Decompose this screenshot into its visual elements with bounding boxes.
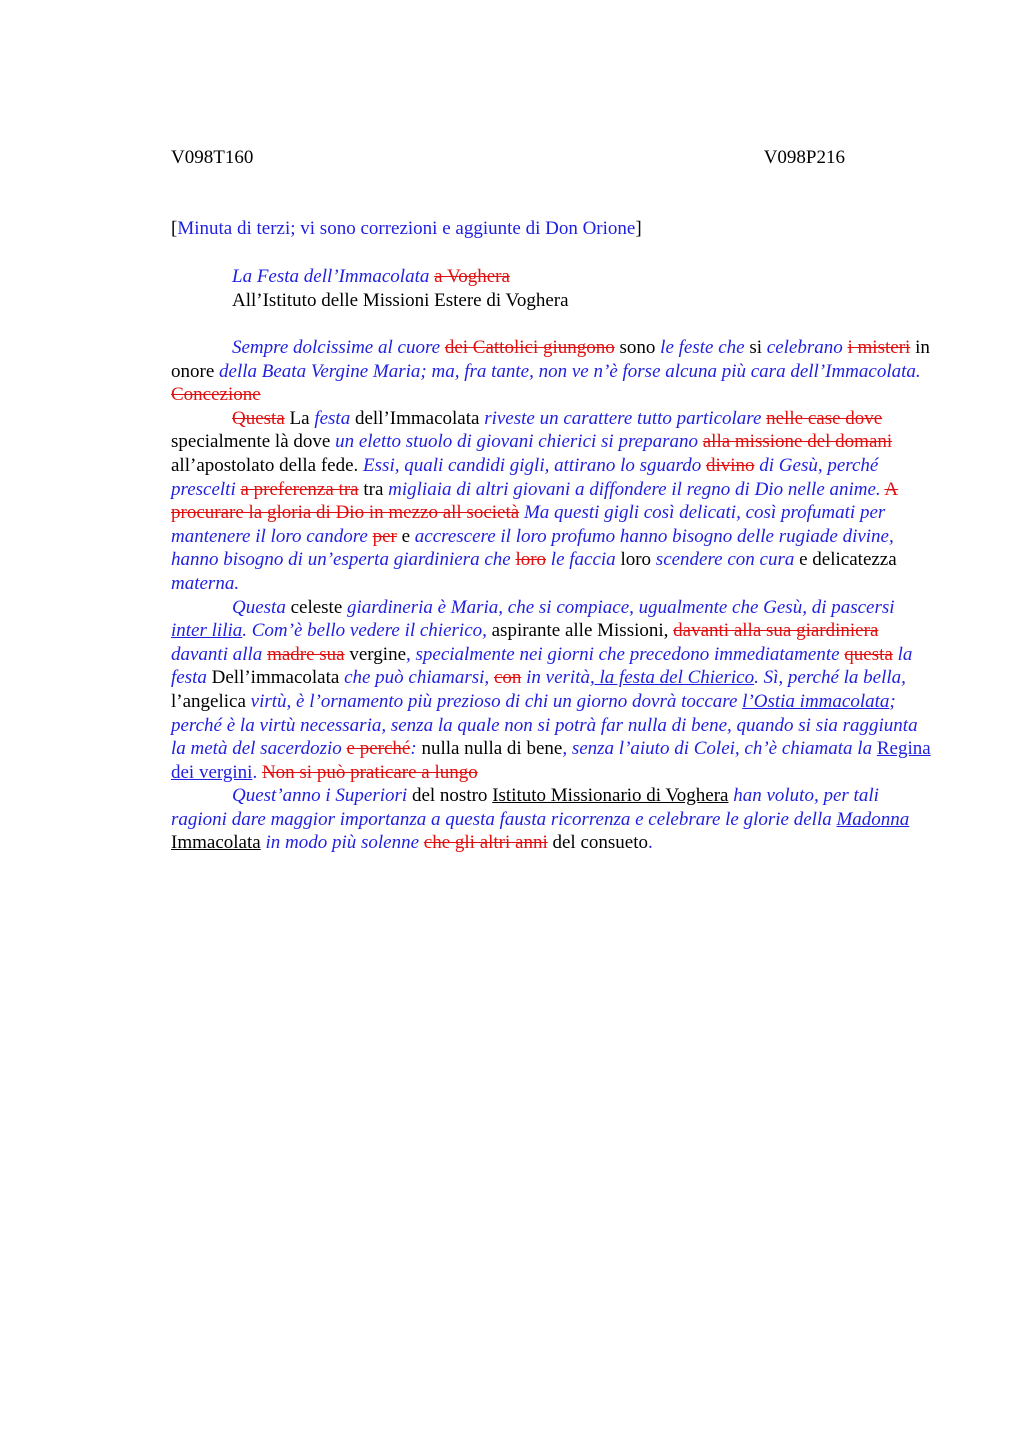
added-text: , senza l’aiuto di Colei, ch’è chiamata la [562,738,873,760]
original-text: del consueto [552,832,649,854]
deleted-text: madre sua [267,643,345,665]
paragraph-4 [171,784,931,855]
underlined-added-text: inter lilia [171,620,243,642]
deleted-text: Non si può praticare a lungo [261,761,478,783]
original-text: all’apostolato della fede. [171,454,359,476]
document-body [171,336,931,855]
original-text: l’angelica [171,690,246,712]
editorial-note [171,216,931,242]
deleted-text: davanti alla sua giardiniera [673,620,879,642]
added-text: in verità [526,667,590,689]
original-text: vergine [349,643,407,665]
original-text: e [401,525,411,547]
added-text: che può chiamarsi, [344,667,490,689]
added-text: di Gesù, perché prescelti [171,454,879,500]
added-text: virtù, è l’ornamento più prezioso di chi un giorno dovrà toccare [250,690,738,712]
deleted-text: e perché [346,738,411,760]
underlined-added-text: Regina dei vergini [171,738,931,783]
underlined-added-text: Madonna [836,808,910,830]
added-text: materna. [171,572,240,594]
deleted-text: A procurare la gloria di Dio in mezzo all società [171,478,899,524]
added-text: Quest’anno i Superiori [232,785,408,807]
deleted-text: divino [705,454,755,476]
added-text: Sempre dolcissime al cuore [232,337,441,358]
original-text: loro [620,549,652,571]
document-title [232,265,932,313]
paragraph-1 [171,336,931,407]
page-code-right: V098P216 [763,147,845,168]
original-text: La [289,407,310,429]
original-text: si [749,337,763,358]
note-close-bracket: ] [635,218,642,239]
paragraph-2 [171,407,931,596]
title-line-2: All’Istituto delle Missioni Estere di Voghera [232,290,569,311]
added-text: : [410,738,417,760]
added-text: han voluto, per tali ragioni dare maggior importanza a questa fausta ricorrenza e celebrare le glorie della [171,785,879,830]
added-text: ; perché è la virtù necessaria, senza la quale non si potrà far nulla di bene, quando si sia raggiunta la metà del sacerdozio [171,690,918,760]
deleted-text: con [493,667,522,689]
added-text: scendere con cura [655,549,795,571]
deleted-text: a preferenza tra [240,478,359,500]
added-text: . [648,832,653,854]
document-code-left: V098T160 [171,147,254,168]
note-text: Minuta di terzi; vi sono correzioni e aggiunte di Don Orione [177,218,636,239]
deleted-text: alla missione del domani [702,431,893,453]
added-text: . Sì, perché la bella, [754,667,906,689]
deleted-text: loro [515,549,547,571]
added-text: le feste che [660,337,745,358]
original-text: celeste [290,596,343,618]
added-text: le faccia [550,549,616,571]
title-text: La Festa dell’Immacolata [232,266,430,287]
added-text: . Com’è bello vedere il chierico, [242,620,487,642]
underlined-text: Immacolata [171,832,261,854]
added-text: accrescere il loro profumo hanno bisogno delle rugiade divine, hanno bisogno di un’esperta giardiniera che [171,525,894,571]
added-text: riveste un carattere tutto particolare [484,407,762,429]
added-text: Essi, quali candidi gigli, attirano lo sguardo [363,454,702,476]
underlined-text: Istituto Missionario di Voghera [492,785,729,807]
original-text: e delicatezza [799,549,897,571]
added-text: festa [314,407,351,429]
added-text: Questa [232,596,286,618]
added-text: un eletto stuolo di giovani chierici si preparano [335,431,698,453]
added-text: , specialmente nei giorni che precedono immediatamente [406,643,840,665]
title-line-1 [232,265,932,289]
added-text: giardineria è Maria, che si compiace, ugualmente che Gesù, di pascersi [347,596,895,618]
added-text: in modo più solenne [265,832,420,854]
deleted-text: i misteri [847,337,911,358]
title-deletion: a Voghera [434,266,510,287]
original-text: nulla nulla di bene [421,738,563,760]
original-text: del nostro [411,785,488,807]
deleted-text: Concezione [171,384,261,406]
paragraph-3 [171,596,931,785]
added-text: Ma questi gigli così delicati, così profumati per mantenere il loro candore [171,502,886,547]
original-text: sono [619,337,656,358]
added-text: migliaia di altri giovani a diffondere il regno di Dio nelle anime. [388,478,881,500]
underlined-added-text: l’Ostia immacolata [742,690,890,712]
added-text: celebrano [766,337,843,358]
added-text: . [252,761,258,783]
deleted-text: per [372,525,397,547]
added-text: della Beata Vergine Maria; ma, fra tante, non ve n’è forse alcuna più cara dell’Immacolata. [219,360,921,382]
deleted-text: che gli altri anni [423,832,548,854]
underlined-added-text: , la festa del Chierico [589,667,755,689]
deleted-text: dei Cattolici giungono [444,337,615,358]
deleted-text: nelle case dove [766,407,883,429]
original-text: in onore [171,337,930,382]
original-text: aspirante alle Missioni, [491,620,669,642]
original-text: tra [363,478,384,500]
original-text: dell’Immacolata [354,407,480,429]
deleted-text: Questa [232,407,285,429]
deleted-text: questa [844,643,893,665]
note-open-bracket: [ [171,218,178,239]
original-text: Dell’immacolata [211,667,340,689]
original-text: specialmente là dove [171,431,331,453]
added-text: davanti alla [171,643,263,665]
added-text: la festa [171,643,913,689]
